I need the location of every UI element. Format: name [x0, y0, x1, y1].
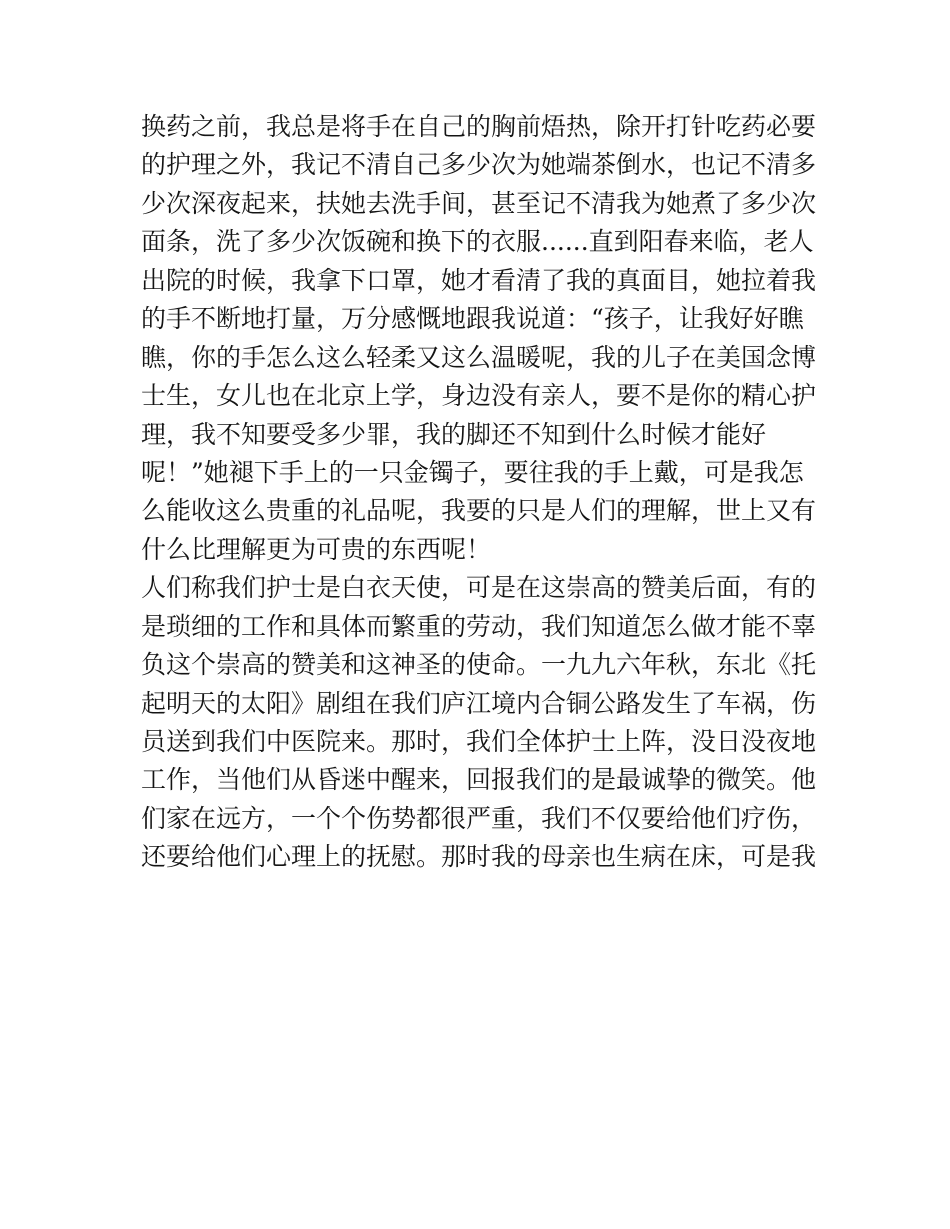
- text-line: 瞧，你的手怎么这么轻柔又这么温暖呢，我的儿子在美国念博: [141, 342, 817, 372]
- text-line: 呢！”她褪下手上的一只金镯子，要往我的手上戴，可是我怎: [141, 457, 804, 487]
- text-line: 换药之前，我总是将手在自己的胸前焐热，除开打针吃药必要: [141, 112, 817, 141]
- text-line: 理，我不知要受多少罪，我的脚还不知到什么时候才能好: [141, 419, 767, 449]
- body-text: [141, 108, 821, 877]
- text-line: 出院的时候，我拿下口罩，她才看清了我的真面目，她拉着我: [141, 265, 817, 295]
- text-line: 的护理之外，我记不清自己多少次为她端茶倒水，也记不清多: [141, 150, 817, 180]
- text-line: 是琐细的工作和具体而繁重的劳动，我们知道怎么做才能不辜: [141, 611, 817, 641]
- text-line: 什么比理解更为可贵的东西呢！: [141, 534, 492, 564]
- text-line: 负这个崇高的赞美和这神圣的使命。一九九六年秋，东北《托: [141, 650, 817, 680]
- text-line: 的手不断地打量，万分感慨地跟我说道：“孩子，让我好好瞧: [141, 304, 804, 334]
- text-line: 员送到我们中医院来。那时，我们全体护士上阵，没日没夜地: [141, 727, 817, 756]
- text-line: 士生，女儿也在北京上学，身边没有亲人，要不是你的精心护: [141, 381, 817, 411]
- text-line: 们家在远方，一个个伤势都很严重，我们不仅要给他们疗伤，: [141, 803, 817, 833]
- text-line: 工作，当他们从昏迷中醒来，回报我们的是最诚挚的微笑。他: [141, 765, 817, 795]
- text-line: 人们称我们护士是白衣天使，可是在这崇高的赞美后面，有的: [141, 573, 817, 603]
- text-line: 么能收这么贵重的礼品呢，我要的只是人们的理解，世上又有: [141, 496, 817, 526]
- text-line: 起明天的太阳》剧组在我们庐江境内合铜公路发生了车祸，伤: [141, 688, 817, 718]
- text-line: 面条，洗了多少次饭碗和换下的衣服......直到阳春来临，老人: [141, 227, 814, 257]
- text-line: 还要给他们心理上的抚慰。那时我的母亲也生病在床，可是我: [141, 842, 817, 872]
- text-line: 少次深夜起来，扶她去洗手间，甚至记不清我为她煮了多少次: [141, 188, 817, 218]
